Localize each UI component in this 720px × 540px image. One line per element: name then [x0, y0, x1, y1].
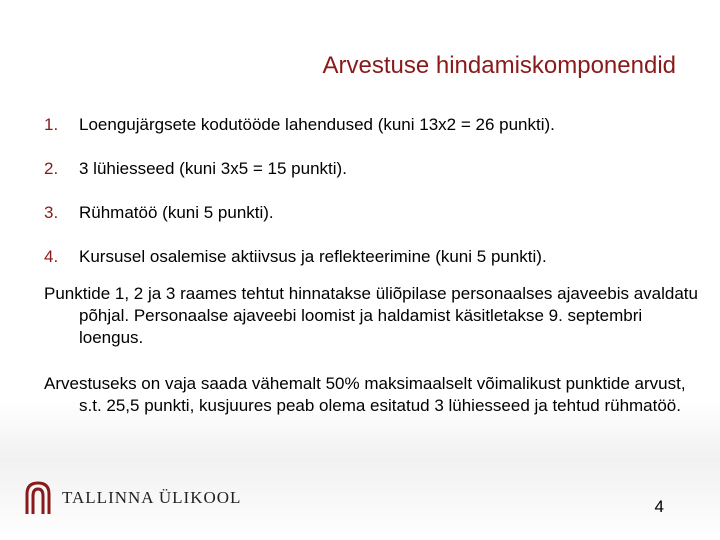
paragraph-assessment-basis: Punktide 1, 2 ja 3 raames tehtut hinnatakse üliõpilase personaalses ajaveebis avaldatu põhjal. Personaalse ajaveebi loomist ja haldamist käsitletakse 9. septembri loengus.	[44, 284, 698, 347]
list-item	[44, 159, 684, 179]
page-number: 4	[654, 497, 664, 516]
list-text: 3 lühiesseed (kuni 3x5 = 15 punkti).	[79, 159, 347, 178]
list-number: 3.	[44, 203, 59, 222]
list-number: 2.	[44, 159, 59, 178]
slide-title: Arvestuse hindamiskomponendid	[322, 52, 676, 79]
logo-text: TALLINNA ÜLIKOOL	[62, 488, 242, 507]
paragraph-pass-requirement: Arvestuseks on vaja saada vähemalt 50% maksimaalselt võimalikust punktide arvust, s.t. 25,5 punkti, kusjuures peab olema esitatud 3 lühiesseed ja tehtud rühmatöö.	[44, 374, 686, 415]
list-text: Rühmatöö (kuni 5 punkti).	[79, 203, 274, 222]
list-text: Kursusel osalemise aktiivsus ja reflekteerimine (kuni 5 punkti).	[79, 247, 547, 266]
university-logo	[24, 480, 241, 516]
list-number: 1.	[44, 115, 59, 134]
list-item	[44, 247, 684, 267]
list-item	[44, 203, 684, 223]
list-text: Loengujärgsete kodutööde lahendused (kuni 13x2 = 26 punkti).	[79, 115, 555, 134]
university-emblem-icon	[24, 480, 52, 516]
numbered-list	[44, 115, 684, 291]
list-item	[44, 115, 684, 135]
list-number: 4.	[44, 247, 59, 266]
